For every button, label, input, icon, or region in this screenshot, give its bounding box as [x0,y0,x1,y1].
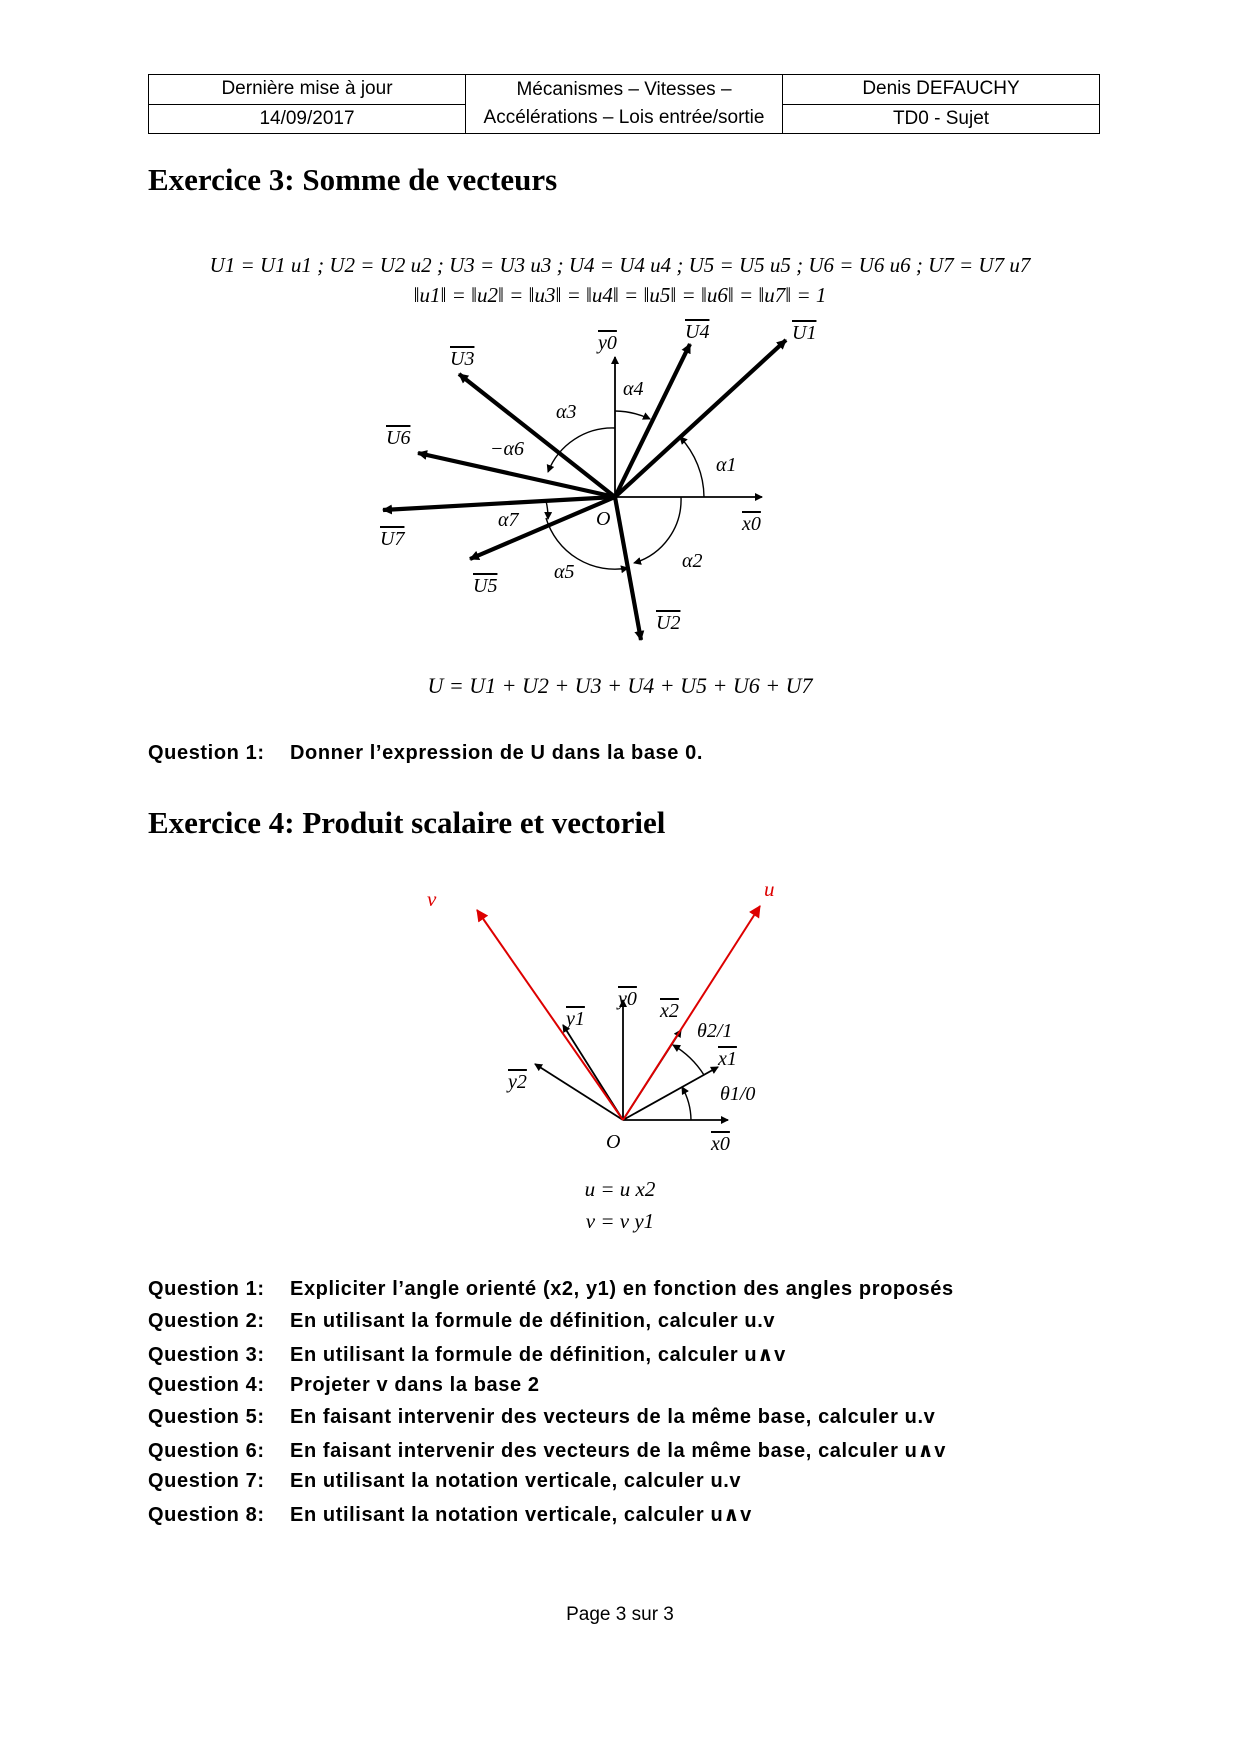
ex4-question-1 [148,1278,954,1301]
label-y0: y0 [598,332,617,354]
label-alpha2: α2 [682,550,703,572]
ex4-question-6 [148,1438,946,1463]
equation-u: u = u x2 [584,1177,656,1201]
axis-y2 [535,1064,623,1120]
vector-U5 [470,497,615,559]
doc-name: TD0 - Sujet [783,104,1100,134]
ex3-question-1 [148,742,703,765]
last-update-label: Dernière mise à jour [149,75,466,105]
arc-alpha2 [634,497,681,563]
question-text: En utilisant la notation verticale, calculer u.v [290,1470,742,1492]
label-y2: y2 [508,1071,527,1093]
label-theta10: θ1/0 [720,1083,756,1105]
question-number: Question 6: [148,1440,265,1462]
label-theta21: θ2/1 [697,1020,733,1042]
label-x2: x2 [660,1000,679,1022]
question-text: En faisant intervenir des vecteurs de la même base, calculer u∧v [290,1440,947,1462]
arc-theta21 [673,1045,704,1075]
vector-v [477,910,623,1120]
label-u: u [764,877,775,901]
label-alpha4: α4 [623,378,644,400]
question-number: Question 2: [148,1310,265,1332]
label-x0: x0 [742,513,761,535]
question-text: Donner l’expression de U dans la base 0. [290,742,704,764]
label-x1: x1 [718,1048,737,1070]
definition-line2: ‖u1‖ = ‖u2‖ = ‖u3‖ = ‖u4‖ = ‖u5‖ = ‖u6‖ = ‖u7‖ = 1 [413,283,827,307]
ex4-question-5 [148,1406,935,1429]
page-footer: Page 3 sur 3 [566,1604,674,1625]
label-alpha5: α5 [554,561,575,583]
question-number: Question 1: [148,1278,265,1300]
label-y0-ex4: y0 [618,988,637,1010]
question-text: En utilisant la formule de définition, calculer u∧v [290,1344,786,1366]
author: Denis DEFAUCHY [783,75,1100,105]
label-U7: U7 [380,528,405,550]
question-number: Question 5: [148,1406,265,1428]
question-text: Expliciter l’angle orienté (x2, y1) en fonction des angles proposés [290,1278,954,1300]
exercise3-title: Exercice 3: Somme de vecteurs [148,162,558,197]
label-U3: U3 [450,348,475,370]
ex4-question-8 [148,1502,752,1527]
label-U2: U2 [656,612,681,634]
label-x0-ex4: x0 [711,1133,730,1155]
question-number: Question 3: [148,1344,265,1366]
question-text: En utilisant la notation verticale, calculer u∧v [290,1504,752,1526]
label-alpha6: −α6 [490,438,524,460]
equation-v: v = v y1 [585,1209,655,1233]
exercise4-title: Exercice 4: Produit scalaire et vectoriel [148,805,666,840]
question-number: Question 7: [148,1470,265,1492]
label-U4: U4 [685,321,710,343]
label-origin-ex4: O [606,1131,621,1153]
subject-line2: Accélérations – Lois entrée/sortie [483,107,765,128]
label-U1: U1 [792,322,817,344]
label-alpha3: α3 [556,401,577,423]
arc-alpha1 [680,437,704,497]
arc-alpha7 [546,501,548,519]
question-text: En utilisant la formule de définition, calculer u.v [290,1310,776,1332]
question-number: Question 1: [148,742,265,764]
label-U6: U6 [386,427,411,449]
label-alpha7: α7 [498,509,519,531]
question-text: En faisant intervenir des vecteurs de la même base, calculer u.v [290,1406,936,1428]
definition-line1: U1 = U1 u1 ; U2 = U2 u2 ; U3 = U3 u3 ; U4 = U4 u4 ; U5 = U5 u5 ; U6 = U6 u6 ; U7 = U7 u7 [209,253,1031,277]
update-date: 14/09/2017 [149,104,466,134]
label-y1: y1 [566,1008,585,1030]
label-origin: O [596,508,611,530]
question-text: Projeter v dans la base 2 [290,1374,540,1396]
vector-U4 [615,344,690,497]
arc-theta10 [682,1087,691,1120]
label-v: v [427,887,437,911]
ex4-question-2 [148,1310,775,1333]
label-U5: U5 [473,575,498,597]
ex4-question-4 [148,1374,540,1397]
subject-line1: Mécanismes – Vitesses – [516,79,732,100]
ex4-question-7 [148,1470,741,1493]
question-number: Question 8: [148,1504,265,1526]
ex4-question-3 [148,1342,786,1367]
question-number: Question 4: [148,1374,265,1396]
sum-equation: U = U1 + U2 + U3 + U4 + U5 + U6 + U7 [427,673,813,698]
label-alpha1: α1 [716,454,737,476]
arc-alpha4 [615,411,650,419]
